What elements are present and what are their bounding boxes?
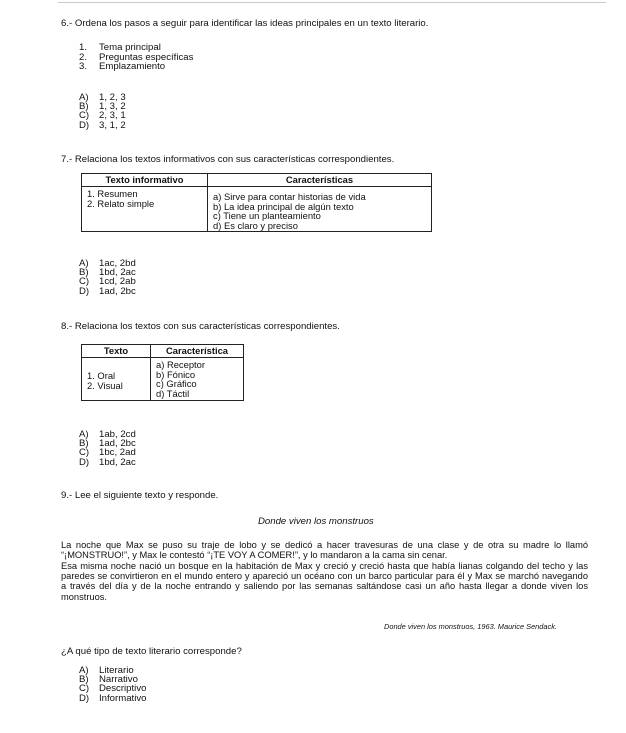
option-text: Narrativo (99, 674, 138, 686)
feature-item: a) Sirve para contar historias de vida (213, 191, 366, 202)
option-text: 2, 3, 1 (99, 110, 126, 122)
option-text: 1bd, 2ac (99, 456, 136, 468)
q6-options (79, 93, 126, 130)
answer-option (79, 694, 146, 703)
option-letter: A) (79, 92, 89, 103)
table-header-row (82, 174, 432, 187)
option-text: Descriptivo (99, 683, 147, 695)
option-text: 1, 3, 2 (99, 101, 126, 113)
option-text: 1ad, 2bc (99, 438, 136, 450)
q9-question: ¿A qué tipo de texto literario corresponde? (61, 646, 242, 657)
q9-title: 9.- Lee el siguiente texto y responde. (61, 490, 219, 501)
option-letter: D) (79, 456, 90, 468)
header-divider (58, 2, 606, 3)
option-text: 1ad, 2bc (99, 285, 136, 297)
option-text: 1bd, 2ac (99, 267, 136, 279)
option-letter: A) (79, 258, 89, 269)
q9-options (79, 666, 146, 703)
table-row (82, 187, 432, 232)
column-header: Características (208, 174, 432, 187)
step-number: 3. (79, 61, 88, 72)
option-text: 1, 2, 3 (99, 92, 126, 103)
feature-item: c) Gráfico (156, 378, 197, 390)
q8-title: 8.- Relaciona los textos con sus características correspondientes. (61, 321, 340, 332)
option-text: 1ab, 2cd (99, 429, 136, 440)
step-number: 2. (79, 51, 88, 63)
q6-steps-list (79, 43, 193, 72)
table-header-row (82, 345, 244, 358)
text-item: 1. Resumen (87, 188, 138, 199)
text-item: 1. Oral (87, 370, 116, 381)
q6-title: 6.- Ordena los pasos a seguir para identificar las ideas principales en un texto literario. (61, 18, 429, 29)
feature-item: b) La idea principal de algún texto (213, 200, 354, 212)
table-cell-texts (82, 187, 208, 232)
option-text: 3, 1, 2 (99, 119, 126, 131)
option-text: 1ac, 2bd (99, 258, 136, 269)
option-letter: A) (79, 429, 89, 440)
option-letter: B) (79, 674, 89, 686)
column-header: Texto informativo (82, 174, 208, 187)
option-letter: C) (79, 447, 90, 459)
option-text: Informativo (99, 692, 147, 704)
feature-item: d) Es claro y preciso (213, 219, 298, 231)
step-text: Preguntas específicas (99, 51, 194, 63)
story-paragraph: La noche que Max se puso su traje de lobo y se dedicó a hacer travesuras de una clase y de otra su madre lo llamó “¡MONSTRUO!”, y Max le contestó “¡TE VOY A COMER!”, y lo mandaron a la cama sin cenar. (61, 540, 588, 561)
text-item: 2. Visual (87, 379, 123, 391)
answer-option (79, 458, 136, 467)
option-text: Literario (99, 665, 134, 676)
table-cell-features (151, 358, 244, 401)
step-number: 1. (79, 42, 88, 53)
q7-options (79, 259, 136, 296)
option-letter: B) (79, 438, 89, 450)
step-text: Emplazamiento (99, 61, 166, 72)
option-letter: C) (79, 110, 90, 122)
feature-item: c) Tiene un planteamiento (213, 210, 321, 222)
q7-table (81, 173, 432, 232)
text-item: 2. Relato simple (87, 197, 155, 209)
option-letter: D) (79, 285, 90, 297)
q7-title: 7.- Relaciona los textos informativos con sus características correspondientes. (61, 154, 395, 165)
table-cell-features (208, 187, 432, 232)
option-letter: C) (79, 276, 90, 288)
story-citation: Donde viven los monstruos, 1963. Maurice Sendack. (384, 622, 557, 631)
column-header: Característica (151, 345, 244, 358)
q8-options (79, 430, 136, 467)
list-item (79, 62, 193, 72)
feature-item: d) Táctil (156, 387, 190, 399)
story-title: Donde viven los monstruos (258, 516, 374, 527)
answer-option (79, 287, 136, 296)
step-text: Tema principal (99, 42, 161, 53)
answer-option (79, 121, 126, 130)
option-letter: D) (79, 119, 90, 131)
option-letter: A) (79, 665, 89, 676)
column-header: Texto (82, 345, 151, 358)
table-row (82, 358, 244, 401)
q8-table (81, 344, 244, 401)
option-letter: B) (79, 267, 89, 279)
feature-item: b) Fónico (156, 368, 196, 380)
option-text: 1bc, 2ad (99, 447, 136, 459)
option-letter: C) (79, 683, 90, 695)
option-letter: D) (79, 692, 90, 704)
table-cell-texts (82, 358, 151, 401)
option-text: 1cd, 2ab (99, 276, 136, 288)
story-paragraph: Esa misma noche nació un bosque en la habitación de Max y creció y creció hasta que había lianas colgando del techo y las paredes se convirtieron en el mundo entero y apareció un océano con un barco particular para él y Max se marchó navegando a través del día y de la noche entrando y saliendo por las semanas saltándose casi un año hasta llegar a donde viven los monstruos. (61, 561, 588, 602)
feature-item: a) Receptor (156, 359, 205, 370)
option-letter: B) (79, 101, 89, 113)
